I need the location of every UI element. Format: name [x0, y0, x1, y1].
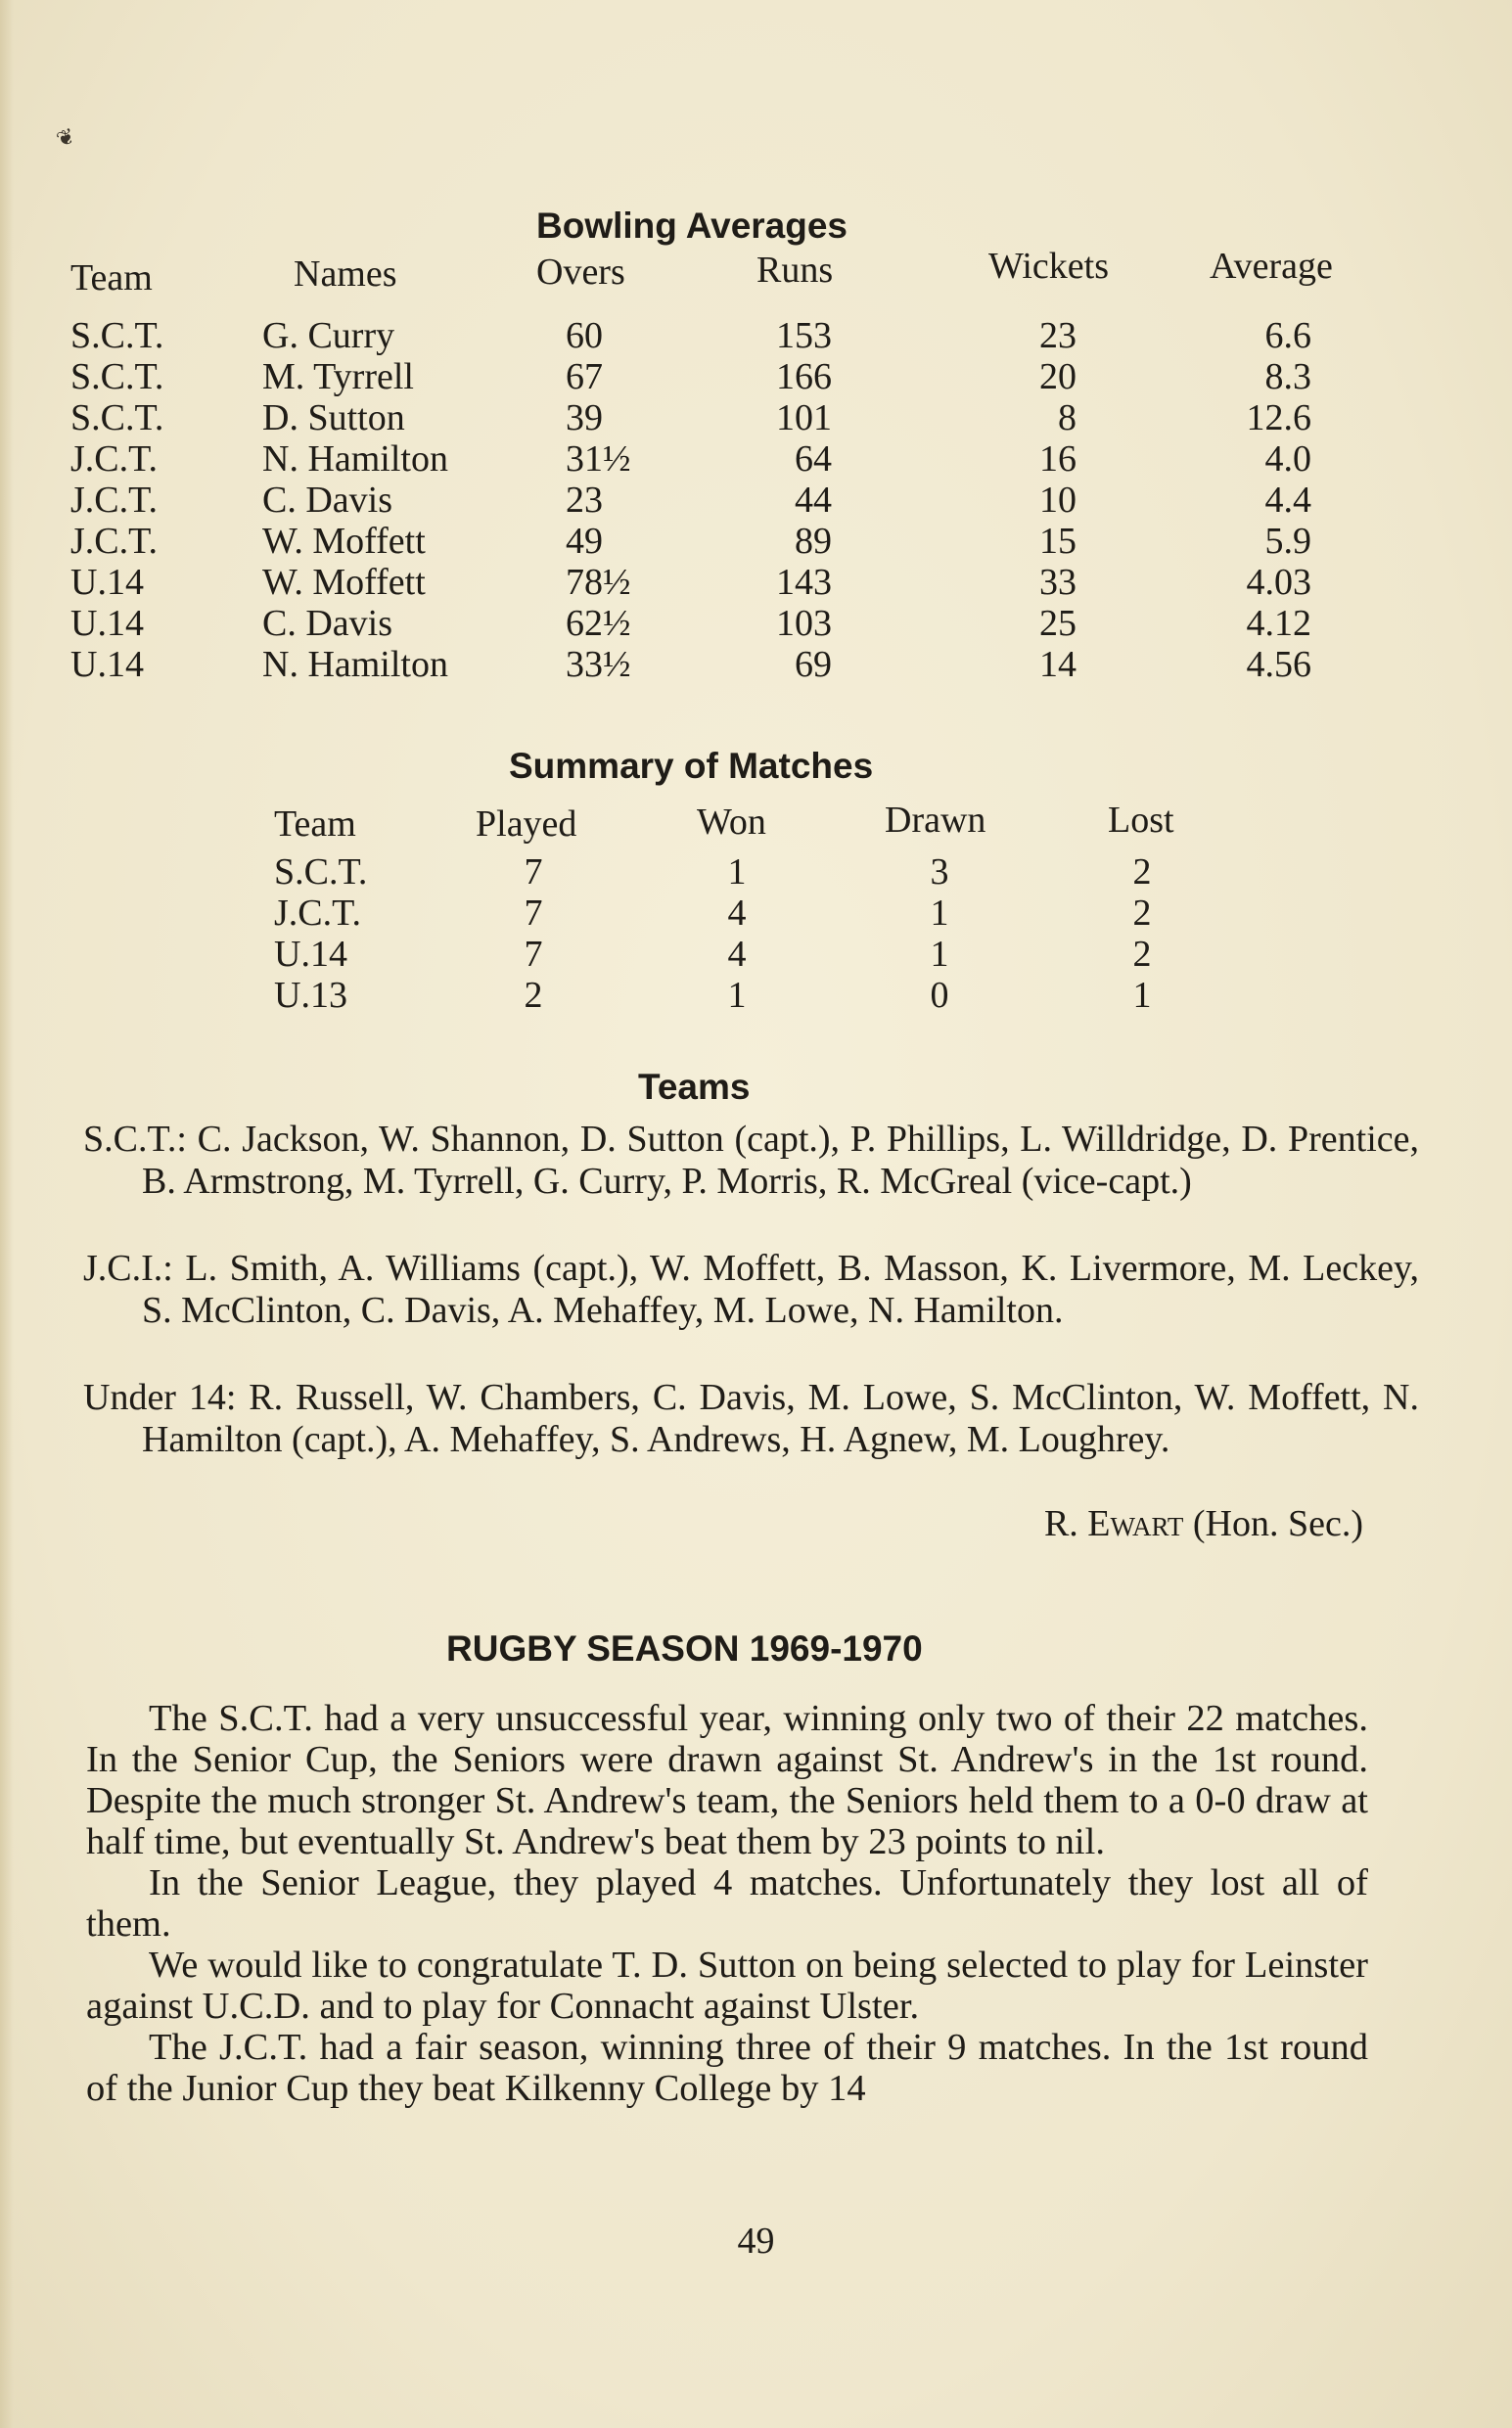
bowling-team: J.C.T. — [70, 438, 159, 480]
bowling-overs: 78½ — [566, 562, 631, 603]
bowling-average: 6.6 — [1264, 315, 1311, 356]
table-row — [0, 934, 1512, 975]
summary-header-drawn: Drawn — [885, 800, 986, 841]
summary-won: 1 — [727, 851, 747, 893]
table-row — [0, 438, 1512, 480]
bowling-wickets: 23 — [1039, 315, 1077, 356]
bowling-averages-title: Bowling Averages — [536, 206, 848, 246]
table-row — [0, 644, 1512, 685]
bowling-wickets: 15 — [1039, 521, 1077, 562]
table-row — [0, 315, 1512, 356]
summary-lost: 2 — [1132, 893, 1152, 934]
teams-title: Teams — [638, 1067, 751, 1107]
bowling-team: J.C.T. — [70, 480, 159, 521]
table-row — [0, 603, 1512, 644]
bowling-runs: 64 — [795, 438, 832, 480]
bowling-name: W. Moffett — [262, 562, 426, 603]
bowling-team: U.14 — [70, 644, 144, 685]
page-number: 49 — [737, 2221, 775, 2262]
hon-sec-role: (Hon. Sec.) — [1192, 1503, 1363, 1544]
bowling-header-names: Names — [294, 253, 397, 295]
bowling-name: N. Hamilton — [262, 438, 448, 480]
bowling-overs: 67 — [566, 356, 603, 397]
bowling-runs: 89 — [795, 521, 832, 562]
summary-drawn: 1 — [930, 893, 949, 934]
summary-played: 7 — [524, 893, 543, 934]
bowling-average: 4.12 — [1246, 603, 1311, 644]
hon-sec-signoff — [1044, 1502, 1363, 1545]
bowling-team: U.14 — [70, 562, 144, 603]
summary-won: 1 — [727, 975, 747, 1016]
rugby-report — [86, 1698, 1368, 2109]
bowling-name: N. Hamilton — [262, 644, 448, 685]
summary-drawn: 1 — [930, 934, 949, 975]
hon-sec-name: R. Ewart — [1043, 1503, 1184, 1544]
bowling-runs: 143 — [776, 562, 832, 603]
summary-played: 7 — [524, 851, 543, 893]
bowling-wickets: 25 — [1039, 603, 1077, 644]
bowling-average: 4.0 — [1264, 438, 1311, 480]
summary-team: U.13 — [274, 975, 347, 1016]
bowling-team: S.C.T. — [70, 397, 164, 438]
bowling-team: S.C.T. — [70, 356, 164, 397]
bowling-overs: 23 — [566, 480, 603, 521]
bowling-runs: 69 — [795, 644, 832, 685]
summary-header-lost: Lost — [1108, 800, 1174, 841]
bowling-runs: 44 — [795, 480, 832, 521]
bowling-overs: 60 — [566, 315, 603, 356]
bowling-name: G. Curry — [262, 315, 395, 356]
table-row — [0, 562, 1512, 603]
bowling-name: W. Moffett — [262, 521, 426, 562]
bowling-wickets: 14 — [1039, 644, 1077, 685]
bowling-team: J.C.T. — [70, 521, 159, 562]
bowling-header-team: Team — [70, 257, 153, 298]
bowling-overs: 49 — [566, 521, 603, 562]
summary-lost: 1 — [1132, 975, 1152, 1016]
bowling-runs: 153 — [776, 315, 832, 356]
summary-header-team: Team — [274, 803, 356, 845]
summary-title: Summary of Matches — [509, 746, 874, 786]
bowling-wickets: 33 — [1039, 562, 1077, 603]
bowling-wickets: 8 — [1058, 397, 1077, 438]
bowling-runs: 166 — [776, 356, 832, 397]
summary-team: U.14 — [274, 934, 347, 975]
bowling-name: C. Davis — [262, 480, 392, 521]
bowling-average: 4.4 — [1264, 480, 1311, 521]
bowling-header-overs: Overs — [536, 252, 625, 293]
summary-won: 4 — [727, 893, 747, 934]
teams-sct-paragraph: S.C.T.: C. Jackson, W. Shannon, D. Sutton (capt.), P. Phillips, L. Willdridge, D. Prentice, B. Armstrong, M. Tyrrell, G. Curry, P. Morris, R. McGreal (vice-capt.) — [83, 1119, 1419, 1202]
summary-lost: 2 — [1132, 934, 1152, 975]
bowling-name: M. Tyrrell — [262, 356, 414, 397]
bowling-name: C. Davis — [262, 603, 392, 644]
summary-team: S.C.T. — [274, 851, 368, 893]
bowling-average: 8.3 — [1264, 356, 1311, 397]
rugby-paragraph: The S.C.T. had a very unsuccessful year, winning only two of their 22 matches. In the Senior Cup, the Seniors were drawn against St. Andrew's in the 1st round. Despite the much stronger St. Andrew's team, the Seniors held them to a 0-0 draw at half time, but eventually St. Andrew's beat them by 23 points to nil. — [86, 1698, 1368, 1862]
bowling-runs: 101 — [776, 397, 832, 438]
bowling-team: U.14 — [70, 603, 144, 644]
bowling-header-average: Average — [1210, 246, 1333, 287]
bowling-wickets: 10 — [1039, 480, 1077, 521]
bowling-name: D. Sutton — [262, 397, 405, 438]
bowling-average: 4.56 — [1246, 644, 1311, 685]
bowling-team: S.C.T. — [70, 315, 164, 356]
bowling-header-wickets: Wickets — [988, 246, 1109, 287]
table-row — [0, 851, 1512, 893]
teams-u14-paragraph: Under 14: R. Russell, W. Chambers, C. Davis, M. Lowe, S. McClinton, W. Moffett, N. Hamilton (capt.), A. Mehaffey, S. Andrews, H. Agnew, M. Loughrey. — [83, 1377, 1419, 1460]
bowling-average: 5.9 — [1264, 521, 1311, 562]
summary-header-played: Played — [476, 803, 577, 845]
table-row — [0, 893, 1512, 934]
bowling-average: 4.03 — [1246, 562, 1311, 603]
table-row — [0, 480, 1512, 521]
summary-header-won: Won — [697, 802, 766, 843]
table-row — [0, 356, 1512, 397]
summary-lost: 2 — [1132, 851, 1152, 893]
bowling-wickets: 16 — [1039, 438, 1077, 480]
summary-played: 2 — [524, 975, 543, 1016]
bowling-overs: 39 — [566, 397, 603, 438]
rugby-paragraph: We would like to congratulate T. D. Sutton on being selected to play for Leinster against U.C.D. and to play for Connacht against Ulster. — [86, 1945, 1368, 2027]
bowling-average: 12.6 — [1246, 397, 1311, 438]
bowling-overs: 31½ — [566, 438, 631, 480]
bowling-overs: 62½ — [566, 603, 631, 644]
bowling-header-runs: Runs — [756, 250, 834, 291]
summary-drawn: 3 — [930, 851, 949, 893]
rugby-paragraph: In the Senior League, they played 4 matches. Unfortunately they lost all of them. — [86, 1862, 1368, 1945]
table-row — [0, 975, 1512, 1016]
table-row — [0, 397, 1512, 438]
summary-won: 4 — [727, 934, 747, 975]
rugby-season-title: RUGBY SEASON 1969-1970 — [446, 1628, 923, 1669]
bowling-runs: 103 — [776, 603, 832, 644]
summary-team: J.C.T. — [274, 893, 362, 934]
rugby-paragraph: The J.C.T. had a fair season, winning three of their 9 matches. In the 1st round of the Junior Cup they beat Kilkenny College by 14 — [86, 2027, 1368, 2109]
ink-smudge: ❦ — [53, 122, 78, 153]
teams-jct-paragraph: J.C.I.: L. Smith, A. Williams (capt.), W. Moffett, B. Masson, K. Livermore, M. Leckey, S. McClinton, C. Davis, A. Mehaffey, M. Lowe, N. Hamilton. — [83, 1248, 1419, 1331]
bowling-overs: 33½ — [566, 644, 631, 685]
table-row — [0, 521, 1512, 562]
summary-drawn: 0 — [930, 975, 949, 1016]
summary-played: 7 — [524, 934, 543, 975]
bowling-wickets: 20 — [1039, 356, 1077, 397]
